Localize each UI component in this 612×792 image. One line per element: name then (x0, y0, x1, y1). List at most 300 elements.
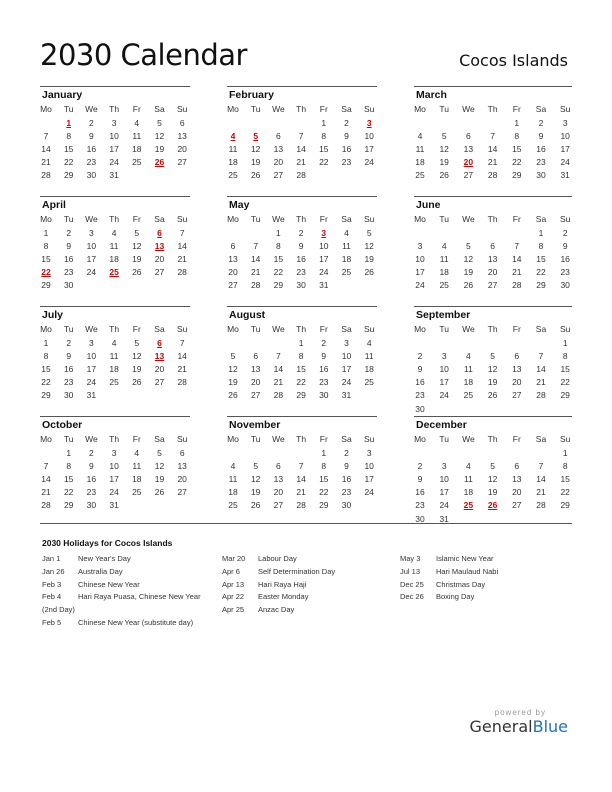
weekday-label: Th (109, 434, 120, 444)
calendar-day: 9 (89, 131, 94, 142)
calendar-day: 31 (86, 390, 97, 401)
holiday-item (400, 553, 498, 566)
weekday-label: Sa (535, 104, 547, 114)
calendar-day: 16 (560, 254, 570, 265)
calendar-day: 23 (63, 267, 74, 278)
calendar-day: 5 (490, 351, 495, 362)
calendar-day: 27 (512, 390, 522, 401)
calendar-day: 30 (415, 403, 425, 414)
calendar-day: 23 (319, 377, 329, 388)
calendar-day: 14 (296, 474, 306, 485)
holiday-date-label: Apr 13 (222, 579, 245, 589)
calendar-day: 26 (250, 170, 261, 181)
holiday-item (42, 566, 201, 579)
calendar-day: 22 (41, 377, 51, 388)
weekday-label: Fr (512, 324, 521, 334)
weekday-label: We (272, 214, 285, 224)
calendar-day: 18 (415, 157, 425, 168)
calendar-day: 16 (63, 364, 74, 375)
holiday-date-label: Apr 6 (222, 566, 240, 576)
weekday-label: Fr (512, 214, 521, 224)
calendar-day: 23 (341, 157, 352, 168)
calendar-day: 25 (463, 390, 474, 401)
calendar-day: 1 (298, 338, 304, 348)
calendar-day: 14 (536, 364, 546, 375)
weekday-label: We (85, 324, 98, 334)
calendar-day: 2 (321, 338, 327, 348)
brand-name-part2: Blue (532, 717, 568, 736)
calendar-day: 15 (273, 254, 284, 265)
calendar-day: 26 (132, 267, 142, 278)
calendar-day: 6 (466, 131, 471, 142)
calendar-day: 11 (342, 241, 351, 252)
weekday-label: Tu (250, 434, 261, 444)
weekday-label: Fr (512, 434, 521, 444)
calendar-day: 7 (43, 131, 49, 142)
month-rule (414, 416, 572, 417)
calendar-day: 16 (415, 377, 425, 388)
calendar-day: 13 (228, 254, 238, 265)
weekday-label: Fr (132, 104, 141, 114)
calendar-day: 17 (439, 487, 449, 498)
calendar-day: 29 (560, 500, 570, 511)
calendar-day: 12 (487, 474, 498, 485)
calendar-day: 28 (177, 267, 187, 278)
calendar-day: 8 (66, 461, 72, 472)
calendar-day: 3 (441, 461, 447, 472)
weekday-label: Su (363, 434, 375, 444)
holiday-name: Self Determination Day (258, 566, 336, 576)
calendar-day: 2 (66, 338, 72, 348)
calendar-day: 13 (177, 131, 187, 142)
weekday-label: Sa (154, 324, 165, 334)
holiday-name: Islamic New Year (436, 554, 494, 563)
weekday-label: Th (296, 434, 307, 444)
weekday-label: Th (487, 324, 498, 334)
calendar-day: 29 (536, 280, 546, 291)
weekday-label: We (462, 324, 475, 334)
calendar-day: 31 (341, 390, 352, 401)
weekday-label: Tu (250, 104, 261, 114)
calendar-day: 25 (341, 267, 352, 278)
holiday-date: 26 (154, 157, 165, 168)
calendar-day: 20 (512, 377, 522, 388)
weekday-label: Su (559, 434, 571, 444)
calendar-day: 6 (514, 351, 520, 362)
calendar-day: 10 (341, 351, 352, 362)
calendar-day: 21 (536, 487, 546, 498)
calendar-day: 2 (417, 461, 423, 472)
calendar-day: 26 (250, 500, 261, 511)
calendar-day: 11 (132, 461, 142, 472)
calendar-day: 25 (228, 170, 238, 181)
weekday-label: We (462, 104, 475, 114)
weekday-label: Sa (535, 324, 547, 334)
calendar-day: 13 (487, 254, 498, 265)
calendar-day: 15 (560, 364, 570, 375)
calendar-day: 9 (538, 131, 544, 142)
calendar-day: 6 (253, 351, 259, 362)
calendar-day: 30 (86, 500, 97, 511)
calendar-day: 23 (296, 267, 306, 278)
holiday-date: 13 (154, 351, 165, 362)
calendar-day: 15 (512, 144, 522, 155)
weekday-label: Fr (132, 214, 141, 224)
weekday-label: Mo (40, 104, 52, 114)
calendar-day: 15 (41, 254, 51, 265)
calendar-day: 7 (253, 241, 259, 252)
calendar-day: 6 (179, 448, 185, 458)
calendar-day: 21 (273, 377, 284, 388)
calendar-day: 2 (538, 118, 544, 128)
calendar-day: 30 (296, 280, 306, 291)
calendar-day: 29 (63, 170, 74, 181)
calendar-day: 19 (364, 254, 374, 265)
calendar-day: 20 (487, 267, 498, 278)
calendar-day: 27 (177, 487, 187, 498)
calendar-day: 15 (296, 364, 306, 375)
calendar-day: 17 (109, 144, 119, 155)
weekday-label: Su (559, 324, 571, 334)
calendar-day: 9 (66, 241, 72, 252)
calendar-day: 4 (230, 461, 236, 472)
holiday-item (222, 579, 335, 592)
calendar-day: 30 (86, 170, 97, 181)
calendar-day: 23 (415, 390, 425, 401)
calendar-day: 7 (538, 461, 544, 472)
holiday-date: 25 (109, 267, 119, 278)
calendar-day: 14 (177, 241, 187, 252)
calendar-day: 8 (66, 131, 72, 142)
calendar-day: 19 (132, 254, 142, 265)
holiday-name: New Year's Day (78, 554, 131, 563)
holiday-date-label: Feb 5 (42, 617, 62, 627)
weekday-label: Tu (63, 434, 74, 444)
calendar-day: 10 (439, 364, 449, 375)
calendar-day: 18 (109, 364, 119, 375)
calendar-day: 26 (463, 280, 474, 291)
calendar-day: 10 (439, 474, 449, 485)
weekday-label: We (272, 104, 285, 114)
calendar-day: 22 (560, 377, 570, 388)
holiday-item (222, 604, 335, 617)
weekday-label: Sa (535, 434, 547, 444)
calendar-day: 19 (250, 157, 261, 168)
calendar-day: 13 (273, 144, 284, 155)
holiday-item (400, 566, 498, 579)
calendar-day: 12 (228, 364, 238, 375)
calendar-day: 29 (319, 500, 329, 511)
holiday-item (222, 591, 335, 604)
calendar-day: 24 (341, 377, 352, 388)
calendar-day: 22 (319, 487, 329, 498)
calendar-day: 11 (463, 474, 473, 485)
calendar-day: 30 (63, 280, 74, 291)
weekday-label: Su (363, 324, 375, 334)
calendar-day: 15 (319, 474, 329, 485)
calendar-day: 11 (364, 351, 374, 362)
calendar-day: 10 (109, 131, 119, 142)
calendar-day: 4 (366, 338, 372, 348)
calendar-day: 14 (41, 474, 51, 485)
calendar-day: 14 (250, 254, 261, 265)
powered-by-text: powered by (494, 708, 546, 717)
calendar-day: 26 (154, 487, 165, 498)
calendar-day: 18 (228, 487, 238, 498)
calendar-day: 9 (562, 241, 568, 252)
calendar-day: 13 (250, 364, 261, 375)
calendar-day: 9 (417, 364, 423, 375)
calendar-day: 7 (514, 241, 520, 252)
calendar-day: 22 (560, 487, 570, 498)
calendar-day: 31 (439, 513, 449, 524)
calendar-day: 14 (273, 364, 284, 375)
calendar-day: 3 (441, 351, 447, 362)
calendar-day: 26 (228, 390, 238, 401)
calendar-day: 9 (298, 241, 304, 252)
calendar-day: 1 (321, 118, 327, 128)
calendar-day: 7 (179, 338, 185, 348)
calendar-day: 12 (132, 351, 142, 362)
calendar-day: 22 (273, 267, 284, 278)
weekday-label: We (462, 434, 475, 444)
calendar-day: 28 (177, 377, 187, 388)
weekday-label: We (85, 434, 98, 444)
calendar-day: 9 (417, 474, 423, 485)
calendar-day: 3 (366, 448, 372, 458)
weekday-label: Mo (40, 324, 52, 334)
weekday-label: Tu (439, 434, 449, 444)
calendar-day: 8 (562, 461, 568, 472)
calendar-day: 2 (66, 228, 72, 238)
calendar-day: 31 (109, 170, 119, 181)
holiday-date: 4 (230, 131, 236, 142)
calendar-day: 5 (253, 461, 259, 472)
calendar-day: 24 (560, 157, 570, 168)
calendar-day: 21 (41, 157, 51, 168)
holiday-item (222, 553, 335, 566)
calendar-day: 5 (490, 461, 495, 472)
calendar-day: 5 (441, 131, 447, 142)
holiday-date-label: Apr 22 (222, 592, 245, 602)
weekday-label: Fr (512, 104, 521, 114)
calendar-day: 19 (250, 487, 261, 498)
calendar-day: 6 (490, 241, 495, 252)
calendar-day: 7 (298, 131, 304, 142)
calendar-day: 17 (364, 144, 374, 155)
calendar-day: 3 (111, 118, 117, 128)
calendar-day: 5 (466, 241, 471, 252)
calendar-day: 5 (134, 228, 140, 238)
calendar-day: 16 (415, 487, 425, 498)
holiday-item (400, 579, 498, 592)
month-name: August (229, 309, 266, 321)
calendar-day: 8 (43, 241, 49, 252)
calendar-day: 29 (63, 500, 74, 511)
calendar-day: 8 (514, 131, 520, 142)
weekday-label: Su (176, 214, 188, 224)
calendar-day: 2 (89, 118, 94, 128)
weekday-label: Su (176, 324, 188, 334)
calendar-day: 19 (154, 474, 165, 485)
calendar-day: 29 (296, 390, 306, 401)
calendar-day: 10 (560, 131, 570, 142)
month-name: September (416, 309, 471, 321)
calendar-day: 27 (177, 157, 187, 168)
weekday-label: Th (296, 214, 307, 224)
weekday-label: Th (109, 324, 120, 334)
calendar-day: 19 (487, 377, 498, 388)
calendar-day: 31 (109, 500, 119, 511)
calendar-day: 24 (439, 390, 449, 401)
calendar-day: 30 (536, 170, 546, 181)
calendar-day: 5 (134, 338, 140, 348)
calendar-day: 16 (319, 364, 329, 375)
holiday-date-label: Dec 25 (400, 579, 424, 589)
calendar-day: 10 (364, 131, 374, 142)
weekday-label: Su (176, 434, 188, 444)
calendar-day: 16 (341, 144, 352, 155)
calendar-day: 23 (86, 157, 97, 168)
calendar-day: 17 (319, 254, 329, 265)
holiday-date: 25 (463, 500, 474, 511)
calendar-day: 14 (536, 474, 546, 485)
calendar-day: 21 (250, 267, 261, 278)
calendar-day: 22 (63, 487, 74, 498)
weekday-label: Th (487, 214, 498, 224)
calendar-day: 12 (250, 144, 261, 155)
calendar-day: 24 (109, 157, 119, 168)
weekday-label: Tu (439, 324, 449, 334)
calendar-day: 17 (560, 144, 570, 155)
calendar-day: 13 (512, 474, 522, 485)
calendar-day: 6 (276, 131, 281, 142)
weekday-label: Mo (227, 104, 239, 114)
weekday-label: Th (487, 104, 498, 114)
holiday-column (42, 553, 201, 630)
calendar-day: 5 (366, 228, 372, 238)
holiday-name: Hari Raya Haji (258, 579, 307, 589)
calendar-day: 4 (466, 461, 471, 472)
calendar-day: 17 (86, 364, 97, 375)
weekday-label: Th (487, 434, 498, 444)
calendar-day: 18 (463, 377, 474, 388)
calendar-day: 15 (536, 254, 546, 265)
calendar-day: 29 (273, 280, 284, 291)
calendar-day: 11 (228, 144, 238, 155)
calendar-day: 8 (298, 351, 304, 362)
holiday-name: Chinese New Year (substitute day) (78, 617, 194, 627)
calendar-day: 16 (296, 254, 306, 265)
calendar-day: 9 (321, 351, 327, 362)
calendar-day: 4 (111, 338, 117, 348)
weekday-label: Sa (154, 104, 165, 114)
calendar-day: 20 (154, 364, 165, 375)
calendar-day: 14 (296, 144, 306, 155)
calendar-day: 26 (364, 267, 374, 278)
calendar-day: 21 (296, 157, 306, 168)
holidays-title: 2030 Holidays for Cocos Islands (42, 538, 173, 548)
calendar-day: 22 (512, 157, 522, 168)
calendar-day: 1 (276, 228, 281, 238)
holiday-date: 6 (157, 228, 162, 238)
holiday-date: 20 (463, 157, 474, 168)
weekday-label: Tu (250, 324, 261, 334)
weekday-label: Fr (132, 324, 141, 334)
calendar-day: 26 (487, 390, 498, 401)
weekday-label: Th (109, 214, 120, 224)
calendar-day: 17 (439, 377, 449, 388)
calendar-day: 28 (487, 170, 498, 181)
holiday-item (222, 566, 335, 579)
calendar-day: 27 (463, 170, 474, 181)
calendar-day: 18 (228, 157, 238, 168)
calendar-day: 21 (296, 487, 306, 498)
brand-logo (470, 708, 568, 736)
calendar-day: 4 (134, 118, 140, 128)
calendar-day: 13 (273, 474, 284, 485)
weekday-label: Fr (319, 104, 328, 114)
weekday-label: We (272, 434, 285, 444)
calendar-day: 17 (86, 254, 97, 265)
holiday-item (400, 591, 498, 604)
calendar-day: 27 (154, 377, 165, 388)
month-rule (40, 306, 190, 307)
weekday-label: Tu (439, 214, 449, 224)
holiday-date-label: Jan 1 (42, 554, 61, 563)
calendar-day: 12 (132, 241, 142, 252)
calendar-day: 2 (344, 118, 349, 128)
calendar-day: 11 (109, 351, 119, 362)
holiday-date-label: Mar 20 (222, 554, 246, 563)
holiday-date: 26 (487, 500, 498, 511)
holiday-name: Easter Monday (258, 592, 309, 602)
calendar-day: 25 (364, 377, 374, 388)
calendar-day: 21 (177, 364, 187, 375)
calendar-day: 14 (487, 144, 498, 155)
calendar-day: 19 (154, 144, 165, 155)
month-name: April (42, 199, 66, 211)
calendar-day: 12 (364, 241, 374, 252)
weekday-label: Fr (132, 434, 141, 444)
weekday-label: Tu (63, 214, 74, 224)
calendar-day: 18 (439, 267, 449, 278)
calendar-day: 3 (417, 241, 423, 252)
weekday-label: Fr (319, 434, 328, 444)
calendar-day: 18 (341, 254, 352, 265)
holiday-name-continued: (2nd Day) (42, 605, 75, 615)
calendar-day: 27 (250, 390, 261, 401)
calendar-day: 25 (109, 377, 119, 388)
calendar-day: 17 (364, 474, 374, 485)
calendar-day: 4 (111, 228, 117, 238)
calendar-day: 20 (273, 157, 284, 168)
calendar-day: 17 (341, 364, 352, 375)
month-name: March (416, 89, 447, 101)
calendar-day: 21 (536, 377, 546, 388)
calendar-day: 1 (66, 448, 72, 458)
calendar-day: 2 (298, 228, 304, 238)
calendar-day: 5 (157, 118, 162, 128)
calendar-day: 9 (89, 461, 94, 472)
weekday-label: Mo (40, 434, 52, 444)
calendar-day: 25 (439, 280, 449, 291)
calendar-day: 6 (230, 241, 236, 252)
weekday-label: Th (296, 104, 307, 114)
holiday-date: 5 (253, 131, 259, 142)
calendar-day: 17 (415, 267, 425, 278)
calendar-day: 2 (344, 448, 349, 458)
